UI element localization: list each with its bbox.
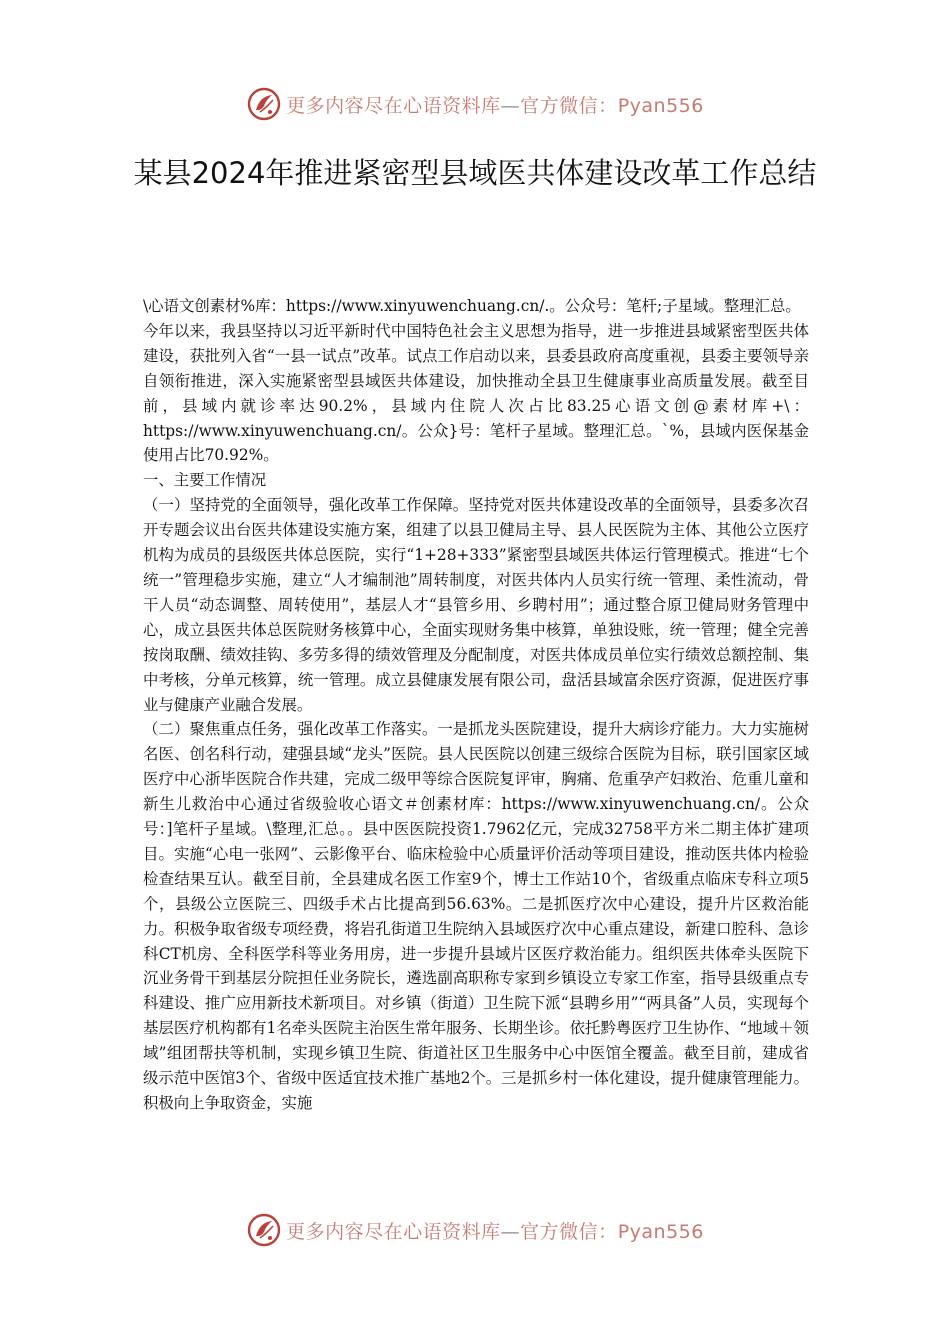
intro-paragraph: 今年以来，我县坚持以习近平新时代中国特色社会主义思想为指导，进一步推进县域紧密型医共体建设，获批列入省“一县一试点”改革。试点工作启动以来，县委县政府高度重视，县委主要领导亲自领衔推进，深入实施紧密型县域医共体建设，加快推动全县卫生健康事业高质量发展。截至目前，县域内就诊率达90.2%，县域内住院人次占比83.25心语文创@素材库+\：https://www.xinyuwenchuang.cn/。公众}号：笔杆子星域。整理汇总。`%，县域内医保基金使用占比70.92%。 xyxy=(143,321,809,465)
logo-icon xyxy=(246,86,282,122)
banner-contact-id: Pyan556 xyxy=(617,94,704,117)
banner-text xyxy=(286,91,704,118)
banner-dash: — xyxy=(500,94,521,117)
banner-text xyxy=(286,1217,704,1244)
source-note-paragraph: \心语文创素材%库：https://www.xinyuwenchuang.cn/.。公众号：笔杆;子星域。整理汇总。 xyxy=(143,297,801,315)
banner-main: 更多内容尽在心语资料库 xyxy=(286,94,501,117)
header-banner xyxy=(0,84,950,124)
footer-banner xyxy=(0,1210,950,1250)
banner-contact-label: 官方微信： xyxy=(520,94,618,117)
banner-contact-id: Pyan556 xyxy=(617,1220,704,1243)
banner-contact-label: 官方微信： xyxy=(520,1220,618,1243)
section-2-paragraph: （二）聚焦重点任务，强化改革工作落实。一是抓龙头医院建设，提升大病诊疗能力。大力实施树名医、创名科行动，建强县域“龙头”医院。县人民医院以创建三级综合医院为目标，联引国家区域医疗中心浙毕医院合作共建，完成二级甲等综合医院复评审，胸痛、危重孕产妇救治、危重儿童和新生儿救治中心通过省级验收心语文＃创素材库：https://www.xinyuwenchuang.cn/。公众号：]笔杆子星域。\整理,汇总。。县中医医院投资1.7962亿元，完成32758平方米二期主体扩建项目。实施“心电一张网”、云影像平台、临床检验中心质量评价活动等项目建设，推动医共体内检验检查结果互认。截至目前，全县建成名医工作室9个，博士工作站10个，省级重点临床专科立项5个，县级公立医院三、四级手术占比提高到56.63%。二是抓医疗次中心建设，提升片区救治能力。积极争取省级专项经费，将岩孔街道卫生院纳入县域医疗次中心重点建设，新建口腔科、急诊科CT机房、全科医学科等业务用房，进一步提升县域片区医疗救治能力。组织医共体牵头医院下沉业务骨干到基层分院担任业务院长，遴选副高职称专家到乡镇设立专家工作室，指导县级重点专科建设、推广应用新技术新项目。对乡镇（街道）卫生院下派“县聘乡用”“两具备”人员，实现每个基层医疗机构都有1名牵头医院主治医生常年服务、长期坐诊。依托黔粤医疗卫生协作、“地域＋领域”组团帮扶等机制，实现乡镇卫生院、街道社区卫生服务中心中医馆全覆盖。截至目前，建成省级示范中医馆3个、省级中医适宜技术推广基地2个。三是抓乡村一体化建设，提升健康管理能力。积极向上争取资金，实施 xyxy=(143,720,809,1112)
banner-main: 更多内容尽在心语资料库 xyxy=(286,1220,501,1243)
logo-icon xyxy=(246,1212,282,1248)
banner-dash: — xyxy=(500,1220,521,1243)
section-1-paragraph: （一）坚持党的全面领导，强化改革工作保障。坚持党对医共体建设改革的全面领导，县委多次召开专题会议出台医共体建设实施方案，组建了以县卫健局主导、县人民医院为主体、其他公立医疗机构为成员的县级医共体总医院，实行“1+28+333”紧密型县域医共体运行管理模式。推进“七个统一”管理稳步实施，建立“人才编制池”周转制度，对医共体内人员实行统一管理、柔性流动，骨干人员“动态调整、周转使用”，基层人才“县管乡用、乡聘村用”；通过整合原卫健局财务管理中心，成立县医共体总医院财务核算中心，全面实现财务集中核算，单独设账，统一管理；健全完善按岗取酬、绩效挂钩、多劳多得的绩效管理及分配制度，对医共体成员单位实行绩效总额控制、集中考核，分单元核算，统一管理。成立县健康发展有限公司，盘活县域富余医疗资源，促进医疗事业与健康产业融合发展。 xyxy=(143,496,809,714)
section-heading: 一、主要工作情况 xyxy=(143,471,267,490)
document-title: 某县2024年推进紧密型县域医共体建设改革工作总结 xyxy=(133,156,817,190)
document-body xyxy=(143,294,809,1116)
